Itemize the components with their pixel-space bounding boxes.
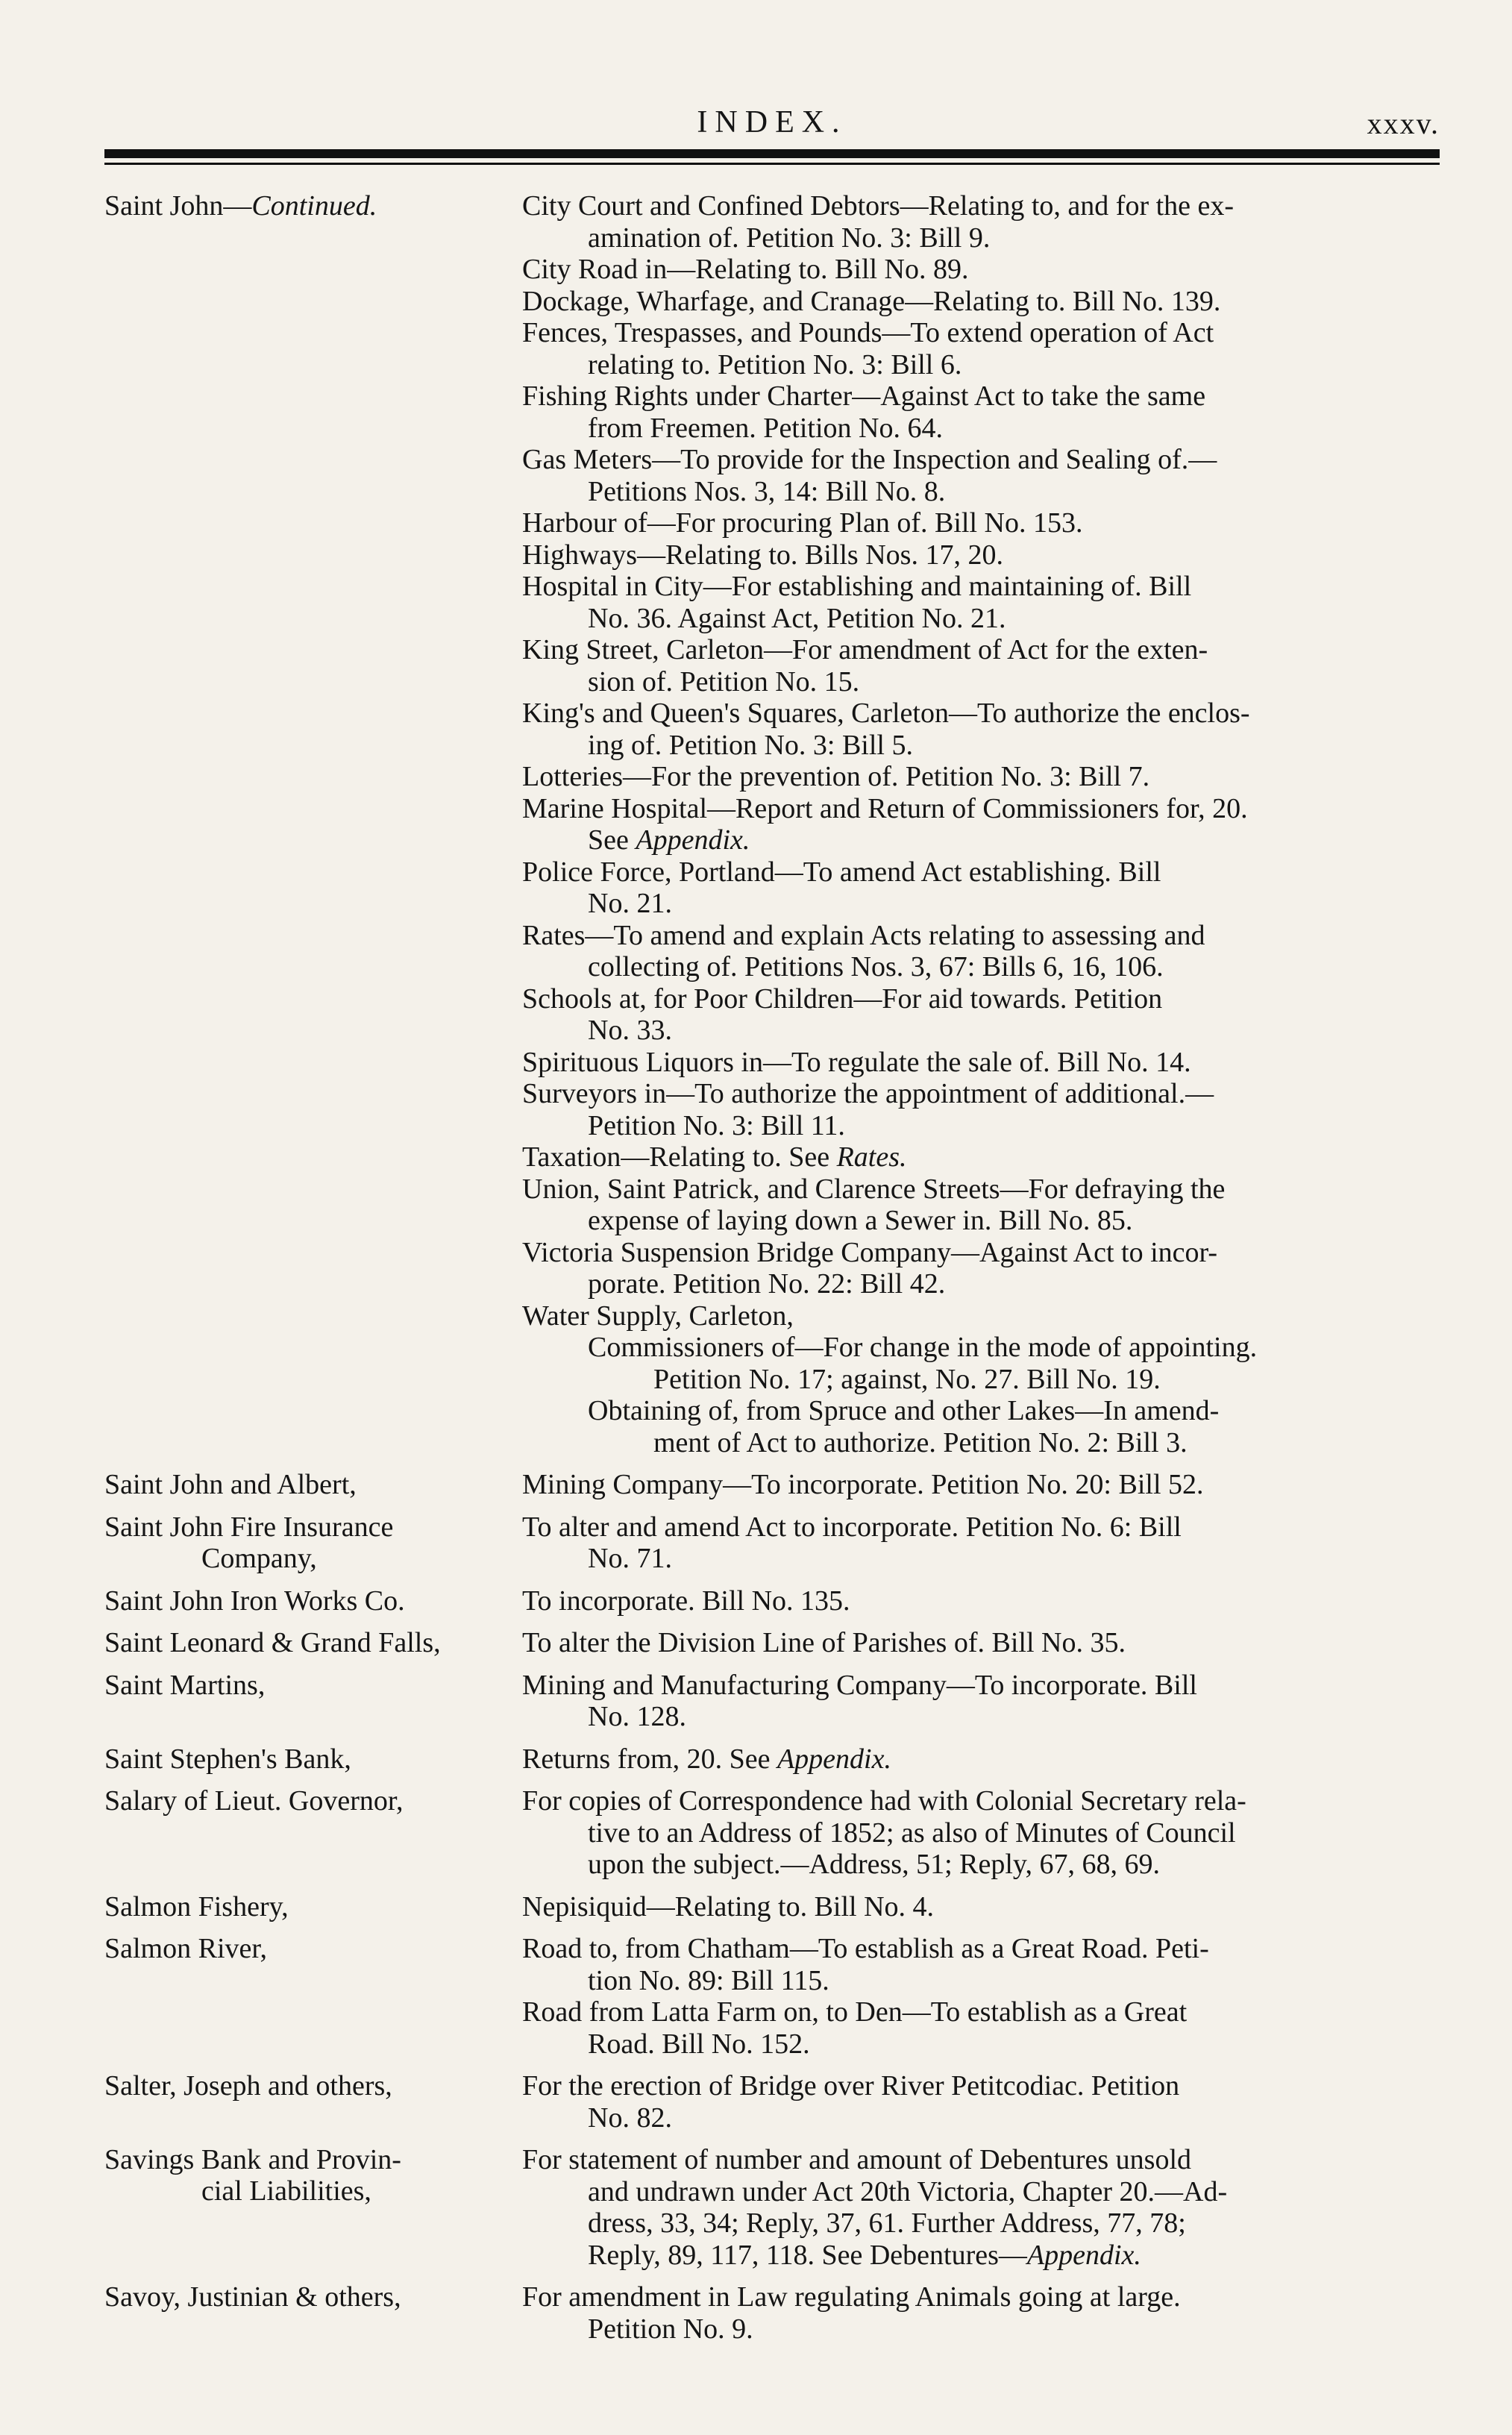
subentry-line: Dockage, Wharfage, and Cranage—Relating to. Bill No. 139. <box>522 285 1221 317</box>
index-row <box>104 1511 1440 1575</box>
index-row <box>104 1785 1440 1881</box>
index-subentries <box>522 1585 1440 1617</box>
subentry-line: For the erection of Bridge over River Petitcodiac. Petition <box>522 2070 1180 2102</box>
index-row <box>104 1585 1440 1617</box>
subentry-line: To alter and amend Act to incorporate. Petition No. 6: Bill <box>522 1511 1182 1543</box>
subentry-line <box>522 2240 1440 2272</box>
subentry-line: collecting of. Petitions Nos. 3, 67: Bills 6, 16, 106. <box>588 951 1164 983</box>
continued-label: Continued. <box>251 190 377 222</box>
heading-line: Saint Leonard & Grand Falls, <box>104 1627 441 1658</box>
index-subentries <box>522 1469 1440 1501</box>
subentry-line: Petitions Nos. 3, 14: Bill No. 8. <box>588 475 946 507</box>
subentry <box>522 1047 1440 1079</box>
index-row <box>104 2070 1440 2134</box>
subentry-line: Road from Latta Farm on, to Den—To establish as a Great <box>522 1996 1188 2028</box>
page-number: xxxv. <box>1367 107 1440 140</box>
subentry <box>522 1891 1440 1923</box>
heading-line: Savoy, Justinian & others, <box>104 2281 401 2313</box>
subentry-line: Obtaining of, from Spruce and other Lakes—In amend- <box>588 1395 1220 1426</box>
subentry-line: tion No. 89: Bill 115. <box>588 1964 829 1996</box>
index-heading <box>104 1785 522 1817</box>
subentry-line: relating to. Petition No. 3: Bill 6. <box>588 348 962 380</box>
subentry-line: Victoria Suspension Bridge Company—Against Act to incor- <box>522 1236 1218 1268</box>
subentry-line: Fences, Trespasses, and Pounds—To extend operation of Act <box>522 317 1214 348</box>
subentry <box>522 571 1440 634</box>
subentry <box>522 1469 1440 1501</box>
index-row <box>104 1627 1440 1659</box>
subentry-line: Marine Hospital—Report and Return of Commissioners for, 20. <box>522 792 1248 824</box>
heading-line: Salter, Joseph and others, <box>104 2070 392 2102</box>
index-subentries <box>522 1511 1440 1575</box>
subentry-line: Petition No. 9. <box>588 2313 753 2345</box>
subentry <box>522 1237 1440 1300</box>
cross-reference: Appendix. <box>1026 2239 1141 2271</box>
subentry-line: and undrawn under Act 20th Victoria, Chapter 20.—Ad- <box>588 2175 1228 2207</box>
index-heading <box>104 1933 522 1964</box>
subentry <box>522 983 1440 1047</box>
subentry-line: Road to, from Chatham—To establish as a Great Road. Peti- <box>522 1933 1209 1964</box>
cross-reference: Rates. <box>836 1141 907 1173</box>
subentry-line: To alter the Division Line of Parishes of. Bill No. 35. <box>522 1627 1126 1658</box>
subentry-line: No. 71. <box>588 1543 672 1574</box>
subentry <box>522 634 1440 698</box>
subentry-line: Police Force, Portland—To amend Act establishing. Bill <box>522 856 1161 888</box>
subentry-line: upon the subject.—Address, 51; Reply, 67, 68, 69. <box>588 1849 1160 1880</box>
subentry-line: Highways—Relating to. Bills Nos. 17, 20. <box>522 539 1003 571</box>
subentry-line: Surveyors in—To authorize the appointment of additional.— <box>522 1078 1214 1109</box>
index-heading <box>104 1670 522 1701</box>
subentry-line: Petition No. 17; against, No. 27. Bill No. 19. <box>653 1363 1161 1395</box>
subentry-line: Petition No. 3: Bill 11. <box>588 1109 845 1141</box>
index-subentries <box>522 1743 1440 1776</box>
subentry-line: ing of. Petition No. 3: Bill 5. <box>588 729 913 761</box>
subentry <box>522 1670 1440 1733</box>
index-subentries <box>522 2070 1440 2134</box>
subentry-line: Commissioners of—For change in the mode of appointing. <box>588 1332 1258 1363</box>
entry-text: See <box>588 824 636 856</box>
subentry-line: porate. Petition No. 22: Bill 42. <box>588 1268 946 1300</box>
index-heading <box>104 2281 522 2313</box>
index-heading <box>104 2070 522 2102</box>
subentry-line: No. 128. <box>588 1701 686 1732</box>
subentry-line: from Freemen. Petition No. 64. <box>588 412 943 444</box>
heading-line: Saint John Fire Insurance <box>104 1511 394 1543</box>
index-row <box>104 1743 1440 1776</box>
subentry <box>522 1511 1440 1575</box>
entry-text: Taxation—Relating to. See <box>522 1141 837 1173</box>
heading-line: Salmon Fishery, <box>104 1890 289 1922</box>
index-subentries <box>522 1627 1440 1659</box>
subentry-line: Harbour of—For procuring Plan of. Bill No. 153. <box>522 507 1083 539</box>
subentry <box>522 1078 1440 1141</box>
subentry <box>522 286 1440 318</box>
index-subentries <box>522 2281 1440 2345</box>
subentry-line: Mining and Manufacturing Company—To incorporate. Bill <box>522 1669 1197 1701</box>
subentry-line: No. 21. <box>588 888 672 919</box>
subentry-line: No. 82. <box>588 2102 672 2134</box>
subentry-line: Spirituous Liquors in—To regulate the sale of. Bill No. 14. <box>522 1046 1191 1078</box>
subentry-line: For statement of number and amount of Debentures unsold <box>522 2144 1192 2175</box>
subentry-line: King Street, Carleton—For amendment of Act for the exten- <box>522 634 1208 665</box>
index-subentries <box>522 1785 1440 1881</box>
subentry <box>522 1173 1440 1237</box>
subentry-line: City Road in—Relating to. Bill No. 89. <box>522 254 969 285</box>
subentry-line: tive to an Address of 1852; as also of Minutes of Council <box>588 1817 1236 1849</box>
subentry <box>522 2281 1440 2345</box>
heading-line: Saint John Iron Works Co. <box>104 1585 405 1617</box>
subentry-line: Gas Meters—To provide for the Inspection and Sealing of.— <box>522 444 1217 475</box>
subentry <box>522 254 1440 286</box>
subentry-line: City Court and Confined Debtors—Relating to, and for the ex- <box>522 190 1235 222</box>
entry-text: Returns from, 20. See <box>522 1743 777 1775</box>
index-heading <box>104 190 522 222</box>
subentry-line: No. 33. <box>588 1015 672 1046</box>
subentry-line: Rates—To amend and explain Acts relating to assessing and <box>522 919 1205 951</box>
subentry-line: expense of laying down a Sewer in. Bill No. 85. <box>588 1205 1133 1236</box>
index-subentries <box>522 2144 1440 2271</box>
entry-text: Reply, 89, 117, 118. See Debentures— <box>588 2239 1027 2271</box>
index-heading <box>104 1743 522 1775</box>
subentry-line: For amendment in Law regulating Animals going at large. <box>522 2281 1181 2313</box>
subentry <box>522 793 1440 856</box>
subentry <box>522 380 1440 444</box>
subentry <box>522 539 1440 571</box>
subentry-line: Union, Saint Patrick, and Clarence Streets—For defraying the <box>522 1173 1226 1205</box>
subentry-line: Water Supply, Carleton, <box>522 1300 794 1332</box>
subentry <box>522 1785 1440 1881</box>
subentry <box>522 1996 1440 2060</box>
subentry-line: amination of. Petition No. 3: Bill 9. <box>588 222 991 254</box>
subentry-line <box>522 1141 1440 1173</box>
index-row <box>104 1670 1440 1733</box>
subentry <box>522 1300 1440 1332</box>
subentry-line: Lotteries—For the prevention of. Petition No. 3: Bill 7. <box>522 761 1150 792</box>
heading-text: Saint John— <box>104 190 252 222</box>
subentry <box>522 920 1440 983</box>
subentry-line: Hospital in City—For establishing and maintaining of. Bill <box>522 571 1192 602</box>
index-heading <box>104 1585 522 1617</box>
index-heading <box>104 2144 522 2207</box>
subentry <box>522 1743 1440 1776</box>
index-subentries <box>522 190 1440 1458</box>
index-heading <box>104 1511 522 1574</box>
heading-line: cial Liabilities, <box>201 2175 371 2207</box>
subentry-line: Nepisiquid—Relating to. Bill No. 4. <box>522 1890 935 1922</box>
subentry-line: Mining Company—To incorporate. Petition No. 20: Bill 52. <box>522 1469 1204 1500</box>
subentry-line: To incorporate. Bill No. 135. <box>522 1585 850 1617</box>
nested-subentry <box>522 1395 1440 1458</box>
subentry-line: sion of. Petition No. 15. <box>588 665 860 698</box>
index-subentries <box>522 1933 1440 2060</box>
subentry <box>522 1141 1440 1173</box>
subentry-line <box>522 1743 1440 1776</box>
subentry-line: For copies of Correspondence had with Colonial Secretary rela- <box>522 1785 1246 1817</box>
subentry <box>522 1627 1440 1659</box>
index-entries <box>104 190 1440 2345</box>
index-heading <box>104 1627 522 1658</box>
index-subentries <box>522 1891 1440 1923</box>
subentry <box>522 444 1440 507</box>
subentry <box>522 1585 1440 1617</box>
subentry-line: ment of Act to authorize. Petition No. 2: Bill 3. <box>653 1426 1188 1458</box>
subentry <box>522 698 1440 761</box>
index-heading <box>104 1891 522 1922</box>
index-heading <box>104 1469 522 1500</box>
index-row <box>104 2144 1440 2271</box>
heading-line: Salmon River, <box>104 1933 268 1964</box>
heading-line: Company, <box>201 1542 317 1574</box>
index-row <box>104 1469 1440 1501</box>
subentry <box>522 317 1440 380</box>
index-subentries <box>522 1670 1440 1733</box>
subentry-line <box>522 824 1440 856</box>
subentry <box>522 2144 1440 2271</box>
subentry <box>522 2070 1440 2134</box>
heading-line: Savings Bank and Provin- <box>104 2144 401 2175</box>
page-title: INDEX. <box>697 105 847 140</box>
subentry-line: Fishing Rights under Charter—Against Act to take the same <box>522 380 1206 412</box>
subentry <box>522 761 1440 793</box>
subentry-line: dress, 33, 34; Reply, 37, 61. Further Address, 77, 78; <box>588 2207 1186 2239</box>
heading-line <box>104 190 522 222</box>
nested-subentry <box>522 1332 1440 1395</box>
header-rule-thin <box>104 163 1440 165</box>
subentry <box>522 1933 1440 1996</box>
index-row <box>104 190 1440 1458</box>
header-rule-thick <box>104 149 1440 158</box>
heading-line: Saint John and Albert, <box>104 1469 357 1500</box>
page-header <box>104 97 1440 157</box>
subentry <box>522 856 1440 920</box>
index-row <box>104 2281 1440 2345</box>
heading-line: Saint Martins, <box>104 1669 266 1701</box>
subentry-line: No. 36. Against Act, Petition No. 21. <box>588 602 1006 634</box>
subentry-line: Road. Bill No. 152. <box>588 2028 810 2060</box>
heading-line: Saint Stephen's Bank, <box>104 1743 351 1775</box>
index-row <box>104 1933 1440 2060</box>
subentry <box>522 507 1440 539</box>
index-row <box>104 1891 1440 1923</box>
subentry <box>522 190 1440 254</box>
heading-line: Salary of Lieut. Governor, <box>104 1785 404 1817</box>
cross-reference: Appendix. <box>636 824 750 856</box>
cross-reference: Appendix. <box>777 1743 891 1775</box>
subentry-line: King's and Queen's Squares, Carleton—To authorize the enclos- <box>522 698 1250 729</box>
subentry-line: Schools at, for Poor Children—For aid towards. Petition <box>522 983 1163 1015</box>
